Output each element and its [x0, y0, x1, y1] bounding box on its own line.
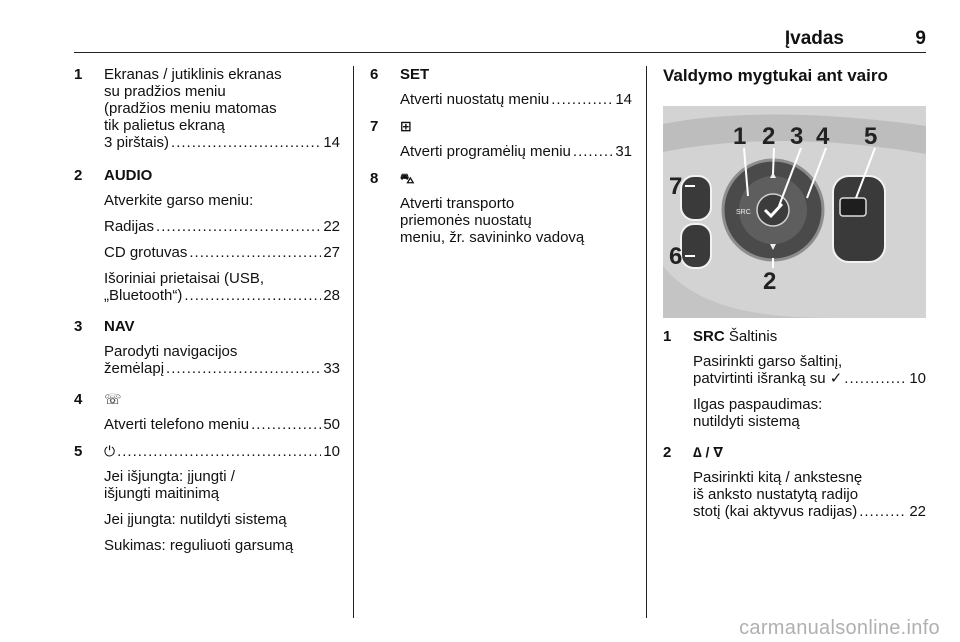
page-reference: Atverti programėlių meniu ..... 31 — [400, 143, 632, 160]
list-item-3 — [74, 318, 340, 377]
list-item-4 — [74, 391, 340, 433]
item-description: Išoriniai prietaisai (USB, „Bluetooth“) ..... 28 — [104, 270, 340, 304]
item-description: Jei išjungta: įjungti / išjungti maitinimą — [104, 468, 235, 502]
item-number: 6 — [370, 66, 379, 83]
item-description: Parodyti navigacijos žemėlapį ..... 33 — [104, 343, 340, 377]
column-divider-2 — [646, 66, 647, 618]
page-reference: Atverti nuostatų meniu ..... 14 — [400, 91, 632, 108]
car-icon: ⛍ — [400, 170, 415, 186]
column-2 — [370, 66, 632, 256]
item-description: Ilgas paspaudimas: nutildyti sistemą — [693, 396, 823, 430]
list-item-6 — [370, 66, 632, 108]
item-number: 1 — [74, 66, 83, 83]
figure-callout-2b: 2 — [763, 268, 777, 295]
figure-callout-2: 2 — [762, 123, 776, 150]
list-item-1 — [74, 66, 340, 151]
page-reference: CD grotuvas ..... 27 — [104, 244, 340, 261]
list-item-src: 1 SRC Šaltinis Pasirinkti garso šaltinį, patvirtinti išranką su ✓ ..... 10 Ilgas paspaudimas: nutildyti sistemą — [663, 328, 926, 430]
up-down-arrow-icon: ∆ / ∇ — [693, 444, 723, 460]
item-heading: SET — [400, 66, 430, 83]
item-number: 3 — [74, 318, 83, 335]
item-number: 1 — [663, 328, 672, 345]
column-3-list — [663, 328, 926, 530]
page-reference: ⏻ ..... 10 — [104, 443, 340, 460]
page-number: 9 — [915, 28, 926, 49]
watermark: carmanualsonline.info — [739, 617, 940, 639]
power-icon: ⏻ — [104, 443, 116, 459]
page-header — [74, 22, 926, 52]
header-divider — [74, 52, 926, 53]
list-item-arrows — [663, 444, 926, 520]
column-3 — [663, 66, 926, 86]
item-heading: AUDIO — [104, 167, 153, 184]
figure-callout-6: 6 — [669, 243, 683, 270]
list-item-7 — [370, 118, 632, 160]
item-number: 8 — [370, 170, 379, 187]
item-number: 5 — [74, 443, 83, 460]
item-number: 2 — [74, 167, 83, 184]
item-description: Jei įjungta: nutildyti sistemą — [104, 511, 287, 528]
item-description: Pasirinkti kitą / ankstesnę iš anksto nustatytą radijo stotį (kai aktyvus radijas) ..... 22 — [693, 469, 926, 520]
src-label: SRC — [736, 209, 751, 216]
section-title: Valdymo mygtukai ant vairo — [663, 66, 888, 85]
apps-icon: ⊞ — [400, 118, 412, 134]
page-title: Įvadas — [784, 28, 844, 49]
item-heading: NAV — [104, 318, 135, 335]
item-description: Atverkite garso meniu: — [104, 192, 254, 209]
list-item-8 — [370, 170, 632, 246]
item-description: Sukimas: reguliuoti garsumą — [104, 537, 294, 554]
list-item-2 — [74, 167, 340, 304]
item-number: 7 — [370, 118, 379, 135]
figure-callout-5: 5 — [864, 123, 878, 150]
phone-icon: ☏ — [104, 391, 122, 407]
item-number: 4 — [74, 391, 83, 408]
page-reference: Radijas ..... 22 — [104, 218, 340, 235]
figure-callout-7: 7 — [669, 173, 683, 200]
item-number: 2 — [663, 444, 672, 461]
page-reference: 3 pirštais) ..... 14 — [104, 134, 340, 151]
column-1 — [74, 66, 340, 564]
item-description: Pasirinkti garso šaltinį, patvirtinti išranką su ✓ ..... 10 — [693, 353, 926, 387]
figure-callout-1: 1 — [733, 123, 747, 150]
figure-callout-4: 4 — [816, 123, 830, 150]
item-description: Ekranas / jutiklinis ekranas su pradžios meniu (pradžios meniu matomas tik palietus ekraną — [104, 66, 282, 134]
page-reference: Atverti telefono meniu ..... 50 — [104, 416, 340, 433]
item-description: Atverti transporto priemonės nuostatų meniu, žr. savininko vadovą — [400, 195, 585, 246]
figure-callout-3: 3 — [790, 123, 804, 150]
column-divider-1 — [353, 66, 354, 618]
steering-wheel-controls-figure — [663, 106, 926, 318]
list-item-5 — [74, 443, 340, 554]
